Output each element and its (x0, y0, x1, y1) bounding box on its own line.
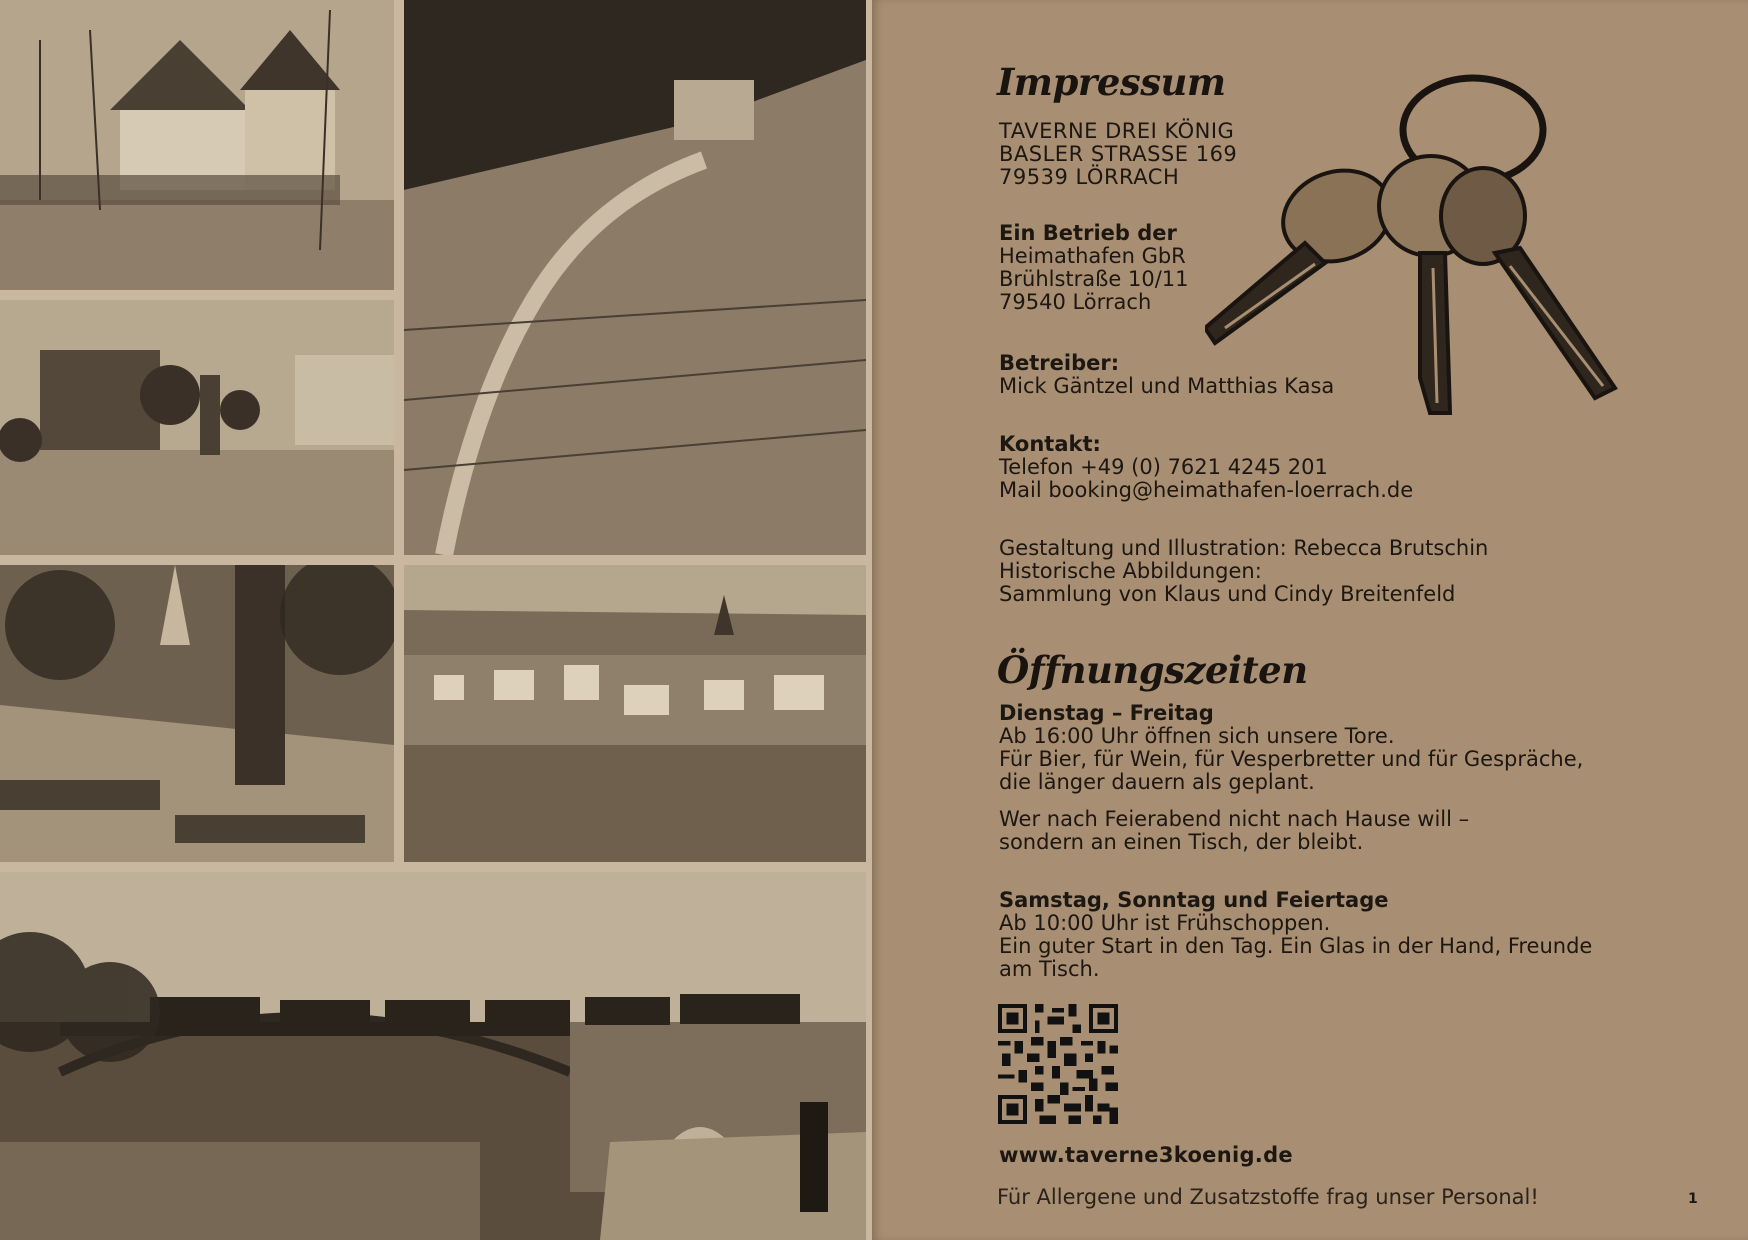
kontakt-phone: Telefon +49 (0) 7621 4245 201 (999, 455, 1328, 479)
website-link[interactable]: www.taverne3koenig.de (999, 1143, 1293, 1167)
page-number: 1 (1688, 1191, 1698, 1207)
operator-line: Heimathafen GbR (999, 244, 1186, 268)
credits-block (999, 537, 1488, 606)
address-block (999, 120, 1237, 189)
historic-photo-valley-construction (404, 0, 866, 555)
weekday-line: Wer nach Feierabend nicht nach Hause will – (999, 807, 1470, 831)
weekday-paragraph-2 (999, 808, 1583, 854)
operator-block (999, 222, 1189, 314)
address-line: TAVERNE DREI KÖNIG (999, 119, 1235, 143)
betreiber-block (999, 352, 1334, 398)
operator-line: Brühlstraße 10/11 (999, 267, 1189, 291)
credits-line: Gestaltung und Illustration: Rebecca Brutschin (999, 536, 1489, 560)
weekday-line: Ab 16:00 Uhr öffnen sich unsere Tore. (999, 724, 1395, 748)
kontakt-block (999, 433, 1413, 502)
keys-illustration-icon (1205, 68, 1685, 460)
hours-title: Öffnungszeiten (997, 648, 1308, 692)
historic-photo-villa (0, 0, 394, 290)
weekend-line: Ein guter Start in den Tag. Ein Glas in der Hand, Freunde (999, 934, 1593, 958)
photo-collage (0, 0, 872, 1240)
weekday-hours-block (999, 702, 1583, 854)
weekday-line: Für Bier, für Wein, für Vesperbretter und für Gespräche, (999, 747, 1584, 771)
betreiber-value: Mick Gäntzel und Matthias Kasa (999, 374, 1335, 398)
allergen-note: Für Allergene und Zusatzstoffe frag unser Personal! (997, 1185, 1539, 1209)
kontakt-mail: Mail booking@heimathafen-loerrach.de (999, 478, 1414, 502)
weekday-line: die länger dauern als geplant. (999, 770, 1315, 794)
weekday-line: sondern an einen Tisch, der bleibt. (999, 830, 1364, 854)
credits-line: Historische Abbildungen: (999, 559, 1262, 583)
address-line: 79539 LÖRRACH (999, 165, 1180, 189)
historic-photo-town-panorama (404, 565, 866, 862)
weekend-hours-block (999, 889, 1592, 981)
historic-photo-town-square (0, 300, 394, 555)
qr-code-icon[interactable] (998, 1004, 1118, 1124)
historic-photo-park-tree (0, 565, 394, 862)
address-line: BASLER STRASSE 169 (999, 142, 1238, 166)
impressum-title: Impressum (997, 60, 1226, 104)
weekend-heading: Samstag, Sonntag und Feiertage (999, 888, 1389, 912)
historic-photo-railway-bridge (0, 872, 866, 1240)
weekday-heading: Dienstag – Freitag (999, 701, 1214, 725)
weekend-line: Ab 10:00 Uhr ist Frühschoppen. (999, 911, 1331, 935)
betreiber-heading: Betreiber: (999, 351, 1120, 375)
weekend-line: am Tisch. (999, 957, 1100, 981)
credits-line: Sammlung von Klaus und Cindy Breitenfeld (999, 582, 1456, 606)
operator-heading: Ein Betrieb der (999, 221, 1177, 245)
kontakt-heading: Kontakt: (999, 432, 1101, 456)
operator-line: 79540 Lörrach (999, 290, 1152, 314)
